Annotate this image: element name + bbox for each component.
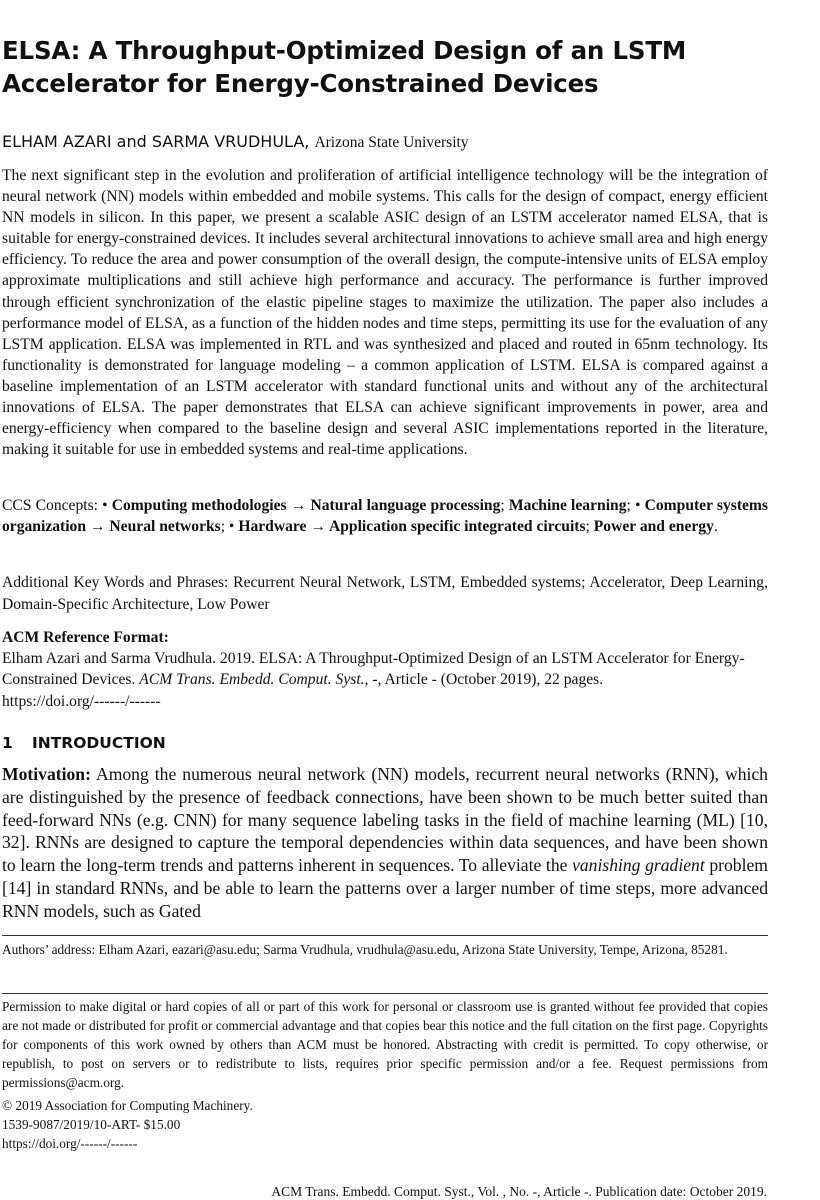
- acm-reference-details: , -, Article - (October 2019), 22 pages.: [364, 671, 604, 689]
- keywords: Additional Key Words and Phrases: Recurrent Neural Network, LSTM, Embedded systems; Accelerator, Deep Learning, Domain-Specific Architecture, Low Power: [2, 574, 768, 613]
- issn-line: 1539-9087/2019/10-ART- $15.00: [2, 1117, 181, 1132]
- footnote-authors-address: Authors’ address: Elham Azari, eazari@asu.edu; Sarma Vrudhula, vrudhula@asu.edu, Arizona State University, Tempe, Arizona, 85281.: [2, 942, 728, 957]
- running-footer: ACM Trans. Embedd. Comput. Syst., Vol. , No. -, Article -. Publication date: October 2019.: [271, 1184, 767, 1199]
- intro-text-1: Among the numerous neural network (NN) models, recurrent neural networks (RNN), which are distinguished by the presence of feedback connections, have been shown to be much better suited than feed-forward NNs (e.g. CNN) for many sequence labeling tasks in the field of machine learning (ML) [10, 32]. RNNs are designed to capture the temporal dependencies within data sequences, and have been shown to learn the long-term trends and patterns inherent in sequences. To alleviate the: [2, 764, 768, 876]
- footnote-divider: [2, 935, 768, 936]
- ccs-concept-4: Hardware → Application specific integrated circuits: [238, 518, 586, 536]
- intro-emphasis: vanishing gradient: [572, 855, 705, 876]
- paper-title: [2, 34, 792, 100]
- permission-notice: Permission to make digital or hard copies of all or part of this work for personal or classroom use is granted without fee provided that copies are not made or distributed for profit or commercial advantage and that copies bear this notice and the full citation on the first page. Copyrights for components of this work owned by others than ACM must be honored. Abstracting with credit is permitted. To copy otherwise, or republish, to post on servers or to redistribute to lists, requires prior specific permission and/or a fee. Request permissions from permissions@acm.org.: [2, 999, 768, 1090]
- acm-reference-heading: ACM Reference Format:: [2, 629, 169, 646]
- title-line-1: ELSA: A Throughput-Optimized Design of an LSTM: [2, 36, 687, 65]
- section-number: 1: [2, 734, 13, 752]
- author-line: [2, 131, 792, 154]
- author-names: ELHAM AZARI and SARMA VRUDHULA,: [2, 132, 310, 151]
- intro-text-2: problem [14] in standard RNNs, and be able to learn the patterns over a larger number of time steps, more advanced RNN models, such as Gated: [2, 855, 768, 921]
- ccs-concept-5: Power and energy: [593, 518, 714, 536]
- ccs-concept-3: Computer systems organization → Neural networks: [2, 497, 768, 536]
- ccs-concepts: CCS Concepts: • Computing methodologies → Natural language processing; Machine learning; • Computer systems organization → Neural networks; • Hardware → Application specific integrated circuits; Power and energy.: [2, 497, 768, 536]
- acm-reference-doi[interactable]: https://doi.org/------/------: [2, 692, 161, 710]
- intro-lead: Motivation:: [2, 764, 91, 784]
- intro-paragraph: [2, 763, 768, 923]
- copyright-line: © 2019 Association for Computing Machinery.: [2, 1098, 253, 1113]
- author-affiliation: Arizona State University: [314, 134, 469, 151]
- doi-line[interactable]: https://doi.org/------/------: [2, 1136, 138, 1151]
- acm-reference-journal: ACM Trans. Embedd. Comput. Syst.: [139, 671, 365, 689]
- acm-reference: [2, 648, 768, 712]
- ccs-label: CCS Concepts:: [2, 497, 98, 514]
- section-heading: [2, 732, 166, 754]
- section-title: INTRODUCTION: [32, 734, 166, 752]
- title-line-2: Accelerator for Energy-Constrained Devices: [2, 69, 599, 98]
- abstract: The next significant step in the evolution and proliferation of artificial intelligence technology will be the integration of neural network (NN) models within embedded and mobile systems. This calls for the design of compact, energy efficient NN models in silicon. In this paper, we present a scalable ASIC design of an LSTM accelerator named ELSA, that is suitable for energy-constrained devices. It includes several architectural innovations to achieve small area and high energy efficiency. To reduce the area and power consumption of the overall design, the compute-intensive units of ELSA employ approximate multiplications and still achieve high performance and accuracy. The performance is further improved through efficient synchronization of the elastic pipeline stages to maximize the utilization. The paper also includes a performance model of ELSA, as a function of the hidden nodes and time steps, permitting its use for the evaluation of any LSTM application. ELSA was implemented in RTL and was synthesized and placed and routed in 65nm technology. Its functionality is demonstrated for language modeling – a common application of LSTM. ELSA is compared against a baseline implementation of an LSTM accelerator with standard functional units and without any of the architectural innovations of ELSA. The paper demonstrates that ELSA can achieve significant improvements in power, area and energy-efficiency when compared to the baseline design and several ASIC implementations reported in the literature, making it suitable for use in embedded systems and real-time applications.: [2, 167, 768, 459]
- acm-reference-text: Elham Azari and Sarma Vrudhula. 2019. ELSA: A Throughput-Optimized Design of an LSTM Accelerator for Energy-Constrained Devices.: [2, 650, 745, 689]
- permission-divider: [2, 993, 768, 994]
- ccs-concept-1: Computing methodologies → Natural language processing: [111, 497, 501, 514]
- ccs-concept-2: Machine learning: [508, 497, 627, 514]
